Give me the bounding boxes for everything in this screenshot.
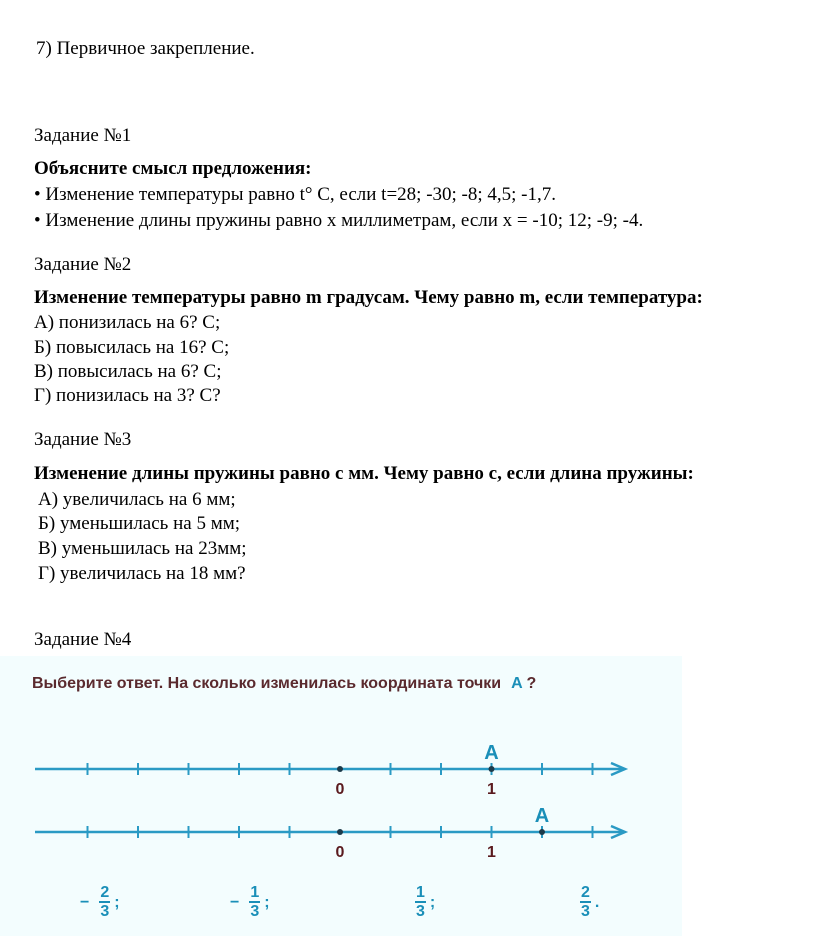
denominator: 3 — [250, 903, 260, 920]
task-3-item: В) уменьшилась на 23мм; — [38, 538, 247, 559]
point-name: A — [511, 675, 523, 692]
point-a-label: A — [534, 805, 550, 827]
zero-label: 0 — [335, 781, 345, 798]
task-3-item: А) увеличилась на 6 мм; — [38, 489, 236, 510]
point-a-dot — [489, 766, 495, 772]
task-1-title: Задание №1 — [34, 125, 132, 146]
numerator: 1 — [416, 884, 425, 901]
task-2-prompt: Изменение температуры равно m градусам. Чему равно m, если температура: — [34, 287, 703, 308]
point-a-label: A — [484, 742, 499, 764]
fraction — [580, 884, 591, 921]
point-a-dot — [539, 829, 545, 835]
denominator: 3 — [416, 903, 425, 920]
task-3-prompt: Изменение длины пружины равно с мм. Чему равно с, если длина пружины: — [34, 463, 694, 484]
sign: − — [230, 893, 240, 911]
answer-option[interactable] — [570, 884, 599, 921]
task-3-item: Б) уменьшилась на 5 мм; — [38, 513, 241, 534]
separator: ; — [114, 893, 120, 911]
zero-label: 0 — [335, 844, 345, 861]
section-heading: 7) Первичное закрепление. — [36, 38, 255, 59]
separator: ; — [264, 893, 270, 911]
task-2-item: А) понизилась на 6? С; — [34, 312, 221, 333]
task-2-item: Г) понизилась на 3? С? — [34, 385, 221, 406]
answer-option[interactable] — [405, 884, 435, 921]
one-label: 1 — [487, 781, 496, 798]
origin-dot — [337, 766, 343, 772]
numerator: 1 — [250, 884, 260, 901]
answer-option[interactable] — [80, 884, 120, 921]
question-text: Выберите ответ. На сколько изменилась координата точки — [32, 675, 502, 692]
fraction — [99, 884, 110, 921]
task-2-title: Задание №2 — [34, 254, 132, 275]
one-label: 1 — [487, 844, 496, 861]
task-2-item: Б) повысилась на 16? С; — [34, 337, 230, 358]
task-1-item: • Изменение длины пружины равно x миллиметрам, если x = -10; 12; -9; -4. — [34, 210, 644, 231]
origin-dot — [337, 829, 343, 835]
task-3-title: Задание №3 — [34, 429, 132, 450]
task-1-prompt: Объясните смысл предложения: — [34, 158, 312, 179]
numerator: 2 — [581, 884, 590, 901]
sign: − — [80, 893, 90, 911]
separator: . — [594, 893, 600, 911]
separator: ; — [429, 893, 436, 911]
denominator: 3 — [100, 903, 110, 920]
task-1-item: • Изменение температуры равно t° C, если t=28; -30; -8; 4,5; -1,7. — [34, 184, 557, 205]
numerator: 2 — [100, 884, 110, 901]
fraction — [249, 884, 260, 921]
task-3-item: Г) увеличилась на 18 мм? — [38, 563, 246, 584]
denominator: 3 — [581, 903, 590, 920]
question-end: ? — [526, 675, 537, 692]
task-4-title: Задание №4 — [34, 629, 132, 650]
answer-option[interactable] — [230, 884, 270, 921]
fraction — [415, 884, 426, 921]
task-2-item: В) повысилась на 6? С; — [34, 361, 222, 382]
